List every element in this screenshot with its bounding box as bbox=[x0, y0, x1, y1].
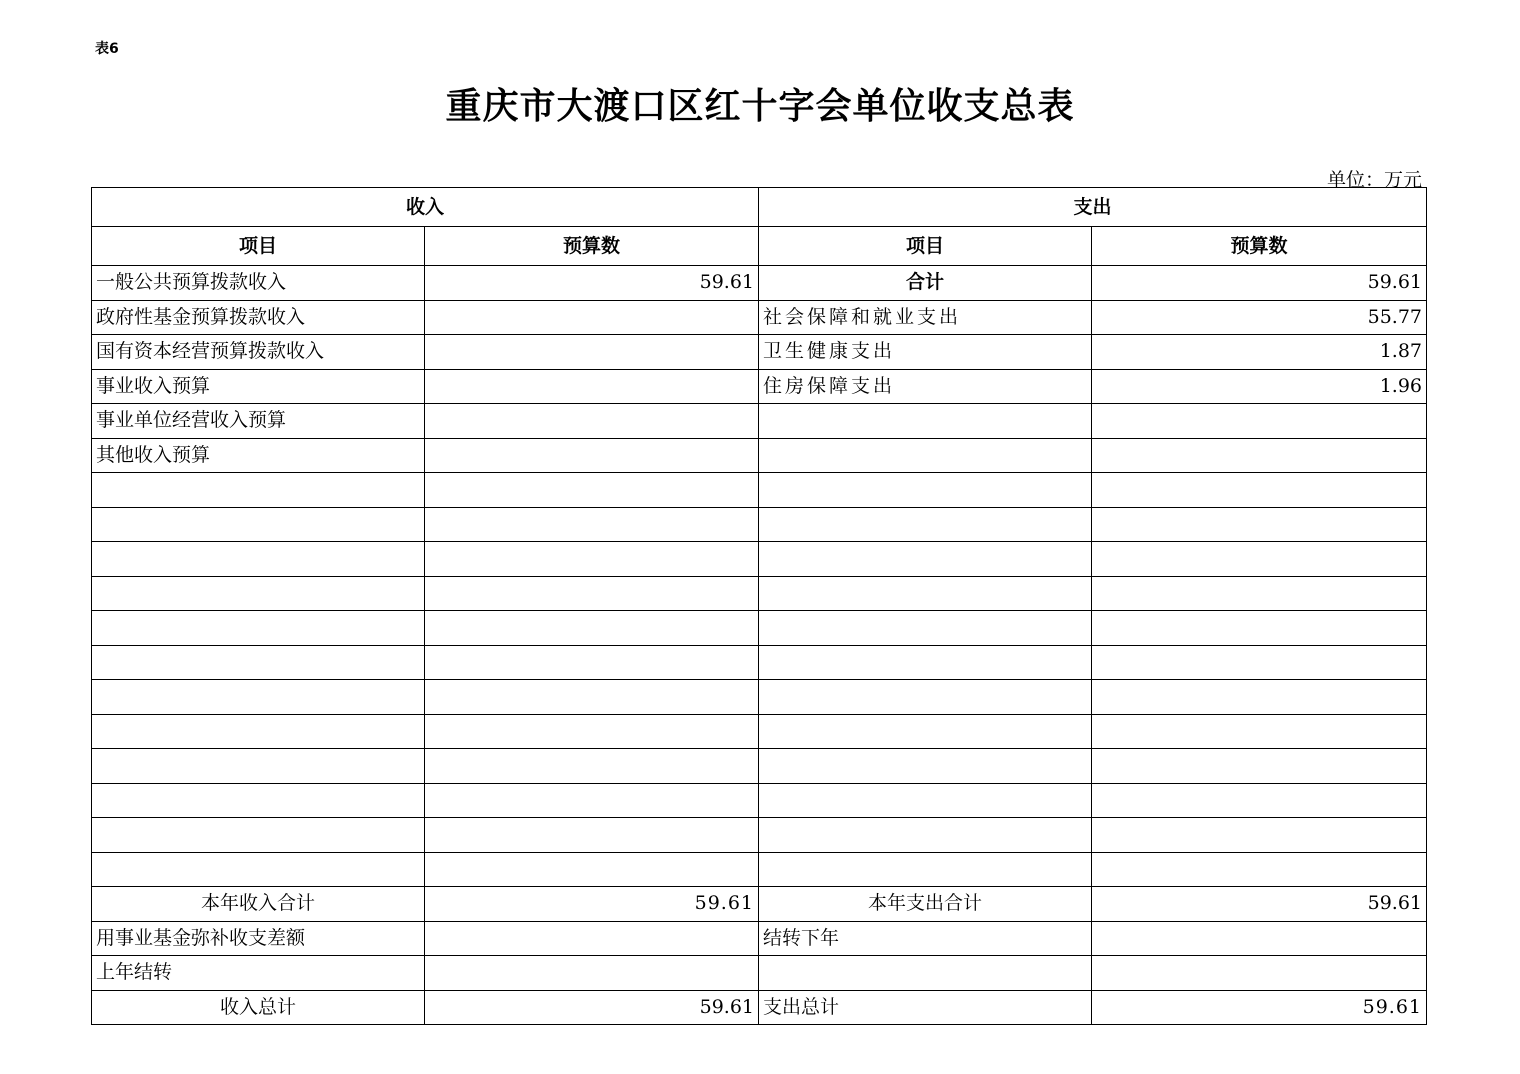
expense-item: 社会保障和就业支出 bbox=[759, 300, 1092, 335]
fund-makeup-value bbox=[425, 921, 759, 956]
unit-label: 单位：万元 bbox=[1326, 169, 1422, 191]
empty-cell bbox=[1092, 680, 1427, 715]
empty-cell bbox=[759, 749, 1092, 784]
empty-row bbox=[92, 611, 1427, 646]
expense-grand-total-value: 59.61 bbox=[1092, 990, 1427, 1025]
table-row bbox=[92, 300, 1427, 335]
empty-cell bbox=[92, 611, 425, 646]
empty-row bbox=[92, 473, 1427, 508]
income-value bbox=[425, 438, 759, 473]
table-row bbox=[92, 438, 1427, 473]
income-value bbox=[425, 335, 759, 370]
empty-cell bbox=[1092, 749, 1427, 784]
expense-item bbox=[759, 404, 1092, 439]
empty-cell bbox=[1092, 611, 1427, 646]
page-title: 重庆市大渡口区红十字会单位收支总表 bbox=[445, 86, 1075, 127]
table-row bbox=[92, 266, 1427, 301]
empty-cell bbox=[92, 576, 425, 611]
empty-cell bbox=[425, 473, 759, 508]
empty-cell bbox=[425, 852, 759, 887]
carry-forward-label: 结转下年 bbox=[759, 921, 1092, 956]
empty-cell bbox=[1092, 507, 1427, 542]
empty-row bbox=[92, 542, 1427, 577]
empty-cell bbox=[759, 818, 1092, 853]
table-row bbox=[92, 921, 1427, 956]
empty-cell bbox=[759, 680, 1092, 715]
empty-cell bbox=[759, 783, 1092, 818]
empty-cell bbox=[1092, 576, 1427, 611]
empty-row bbox=[92, 507, 1427, 542]
empty-cell bbox=[759, 576, 1092, 611]
income-item: 其他收入预算 bbox=[92, 438, 425, 473]
table-row bbox=[92, 369, 1427, 404]
empty-cell bbox=[92, 473, 425, 508]
income-value bbox=[425, 300, 759, 335]
prev-year-carry-label: 上年结转 bbox=[92, 956, 425, 991]
expense-grand-total-label: 支出总计 bbox=[759, 990, 1092, 1025]
empty-row bbox=[92, 645, 1427, 680]
empty-cell bbox=[1092, 852, 1427, 887]
year-income-total-label: 本年收入合计 bbox=[92, 887, 425, 922]
year-expense-total-value: 59.61 bbox=[1092, 887, 1427, 922]
empty-cell bbox=[425, 542, 759, 577]
income-item-header: 项目 bbox=[92, 227, 425, 266]
empty-cell bbox=[759, 956, 1092, 991]
income-item: 国有资本经营预算拨款收入 bbox=[92, 335, 425, 370]
empty-row bbox=[92, 818, 1427, 853]
empty-cell bbox=[1092, 645, 1427, 680]
expense-section-header: 支出 bbox=[759, 188, 1427, 227]
expense-value bbox=[1092, 438, 1427, 473]
fund-makeup-label: 用事业基金弥补收支差额 bbox=[92, 921, 425, 956]
grand-total-row bbox=[92, 990, 1427, 1025]
prev-year-carry-value bbox=[425, 956, 759, 991]
empty-cell bbox=[425, 611, 759, 646]
expense-value bbox=[1092, 404, 1427, 439]
empty-cell bbox=[759, 714, 1092, 749]
expense-budget-header: 预算数 bbox=[1092, 227, 1427, 266]
table-number: 表6 bbox=[95, 41, 119, 57]
expense-value: 1.96 bbox=[1092, 369, 1427, 404]
income-item: 一般公共预算拨款收入 bbox=[92, 266, 425, 301]
empty-row bbox=[92, 783, 1427, 818]
empty-cell bbox=[92, 714, 425, 749]
expense-item: 合计 bbox=[759, 266, 1092, 301]
empty-cell bbox=[92, 852, 425, 887]
income-grand-total-value: 59.61 bbox=[425, 990, 759, 1025]
empty-cell bbox=[425, 783, 759, 818]
empty-row bbox=[92, 749, 1427, 784]
income-item: 事业收入预算 bbox=[92, 369, 425, 404]
empty-row bbox=[92, 714, 1427, 749]
empty-cell bbox=[425, 680, 759, 715]
empty-cell bbox=[425, 576, 759, 611]
empty-cell bbox=[759, 852, 1092, 887]
table-row bbox=[92, 956, 1427, 991]
table-row bbox=[92, 404, 1427, 439]
empty-cell bbox=[1092, 783, 1427, 818]
expense-item bbox=[759, 438, 1092, 473]
income-item: 政府性基金预算拨款收入 bbox=[92, 300, 425, 335]
income-grand-total-label: 收入总计 bbox=[92, 990, 425, 1025]
income-value: 59.61 bbox=[425, 266, 759, 301]
empty-row bbox=[92, 576, 1427, 611]
empty-cell bbox=[1092, 714, 1427, 749]
table-row bbox=[92, 335, 1427, 370]
expense-value: 59.61 bbox=[1092, 266, 1427, 301]
section-header-row bbox=[92, 188, 1427, 227]
budget-summary-table bbox=[91, 187, 1427, 1025]
empty-cell bbox=[759, 645, 1092, 680]
empty-cell bbox=[92, 818, 425, 853]
empty-row bbox=[92, 852, 1427, 887]
expense-item: 卫生健康支出 bbox=[759, 335, 1092, 370]
empty-cell bbox=[425, 714, 759, 749]
empty-cell bbox=[425, 507, 759, 542]
carry-forward-value bbox=[1092, 921, 1427, 956]
empty-row bbox=[92, 680, 1427, 715]
empty-cell bbox=[92, 783, 425, 818]
year-total-row bbox=[92, 887, 1427, 922]
empty-cell bbox=[1092, 542, 1427, 577]
year-expense-total-label: 本年支出合计 bbox=[759, 887, 1092, 922]
income-section-header: 收入 bbox=[92, 188, 759, 227]
empty-cell bbox=[759, 611, 1092, 646]
empty-cell bbox=[92, 645, 425, 680]
expense-item-header: 项目 bbox=[759, 227, 1092, 266]
income-value bbox=[425, 369, 759, 404]
empty-cell bbox=[1092, 956, 1427, 991]
empty-cell bbox=[759, 473, 1092, 508]
empty-cell bbox=[759, 507, 1092, 542]
income-item: 事业单位经营收入预算 bbox=[92, 404, 425, 439]
income-budget-header: 预算数 bbox=[425, 227, 759, 266]
empty-cell bbox=[1092, 818, 1427, 853]
empty-cell bbox=[92, 749, 425, 784]
expense-value: 55.77 bbox=[1092, 300, 1427, 335]
column-header-row bbox=[92, 227, 1427, 266]
empty-cell bbox=[759, 542, 1092, 577]
empty-cell bbox=[92, 542, 425, 577]
empty-cell bbox=[425, 645, 759, 680]
expense-item: 住房保障支出 bbox=[759, 369, 1092, 404]
empty-cell bbox=[1092, 473, 1427, 508]
empty-cell bbox=[425, 818, 759, 853]
empty-cell bbox=[92, 507, 425, 542]
empty-cell bbox=[425, 749, 759, 784]
year-income-total-value: 59.61 bbox=[425, 887, 759, 922]
empty-cell bbox=[92, 680, 425, 715]
income-value bbox=[425, 404, 759, 439]
expense-value: 1.87 bbox=[1092, 335, 1427, 370]
